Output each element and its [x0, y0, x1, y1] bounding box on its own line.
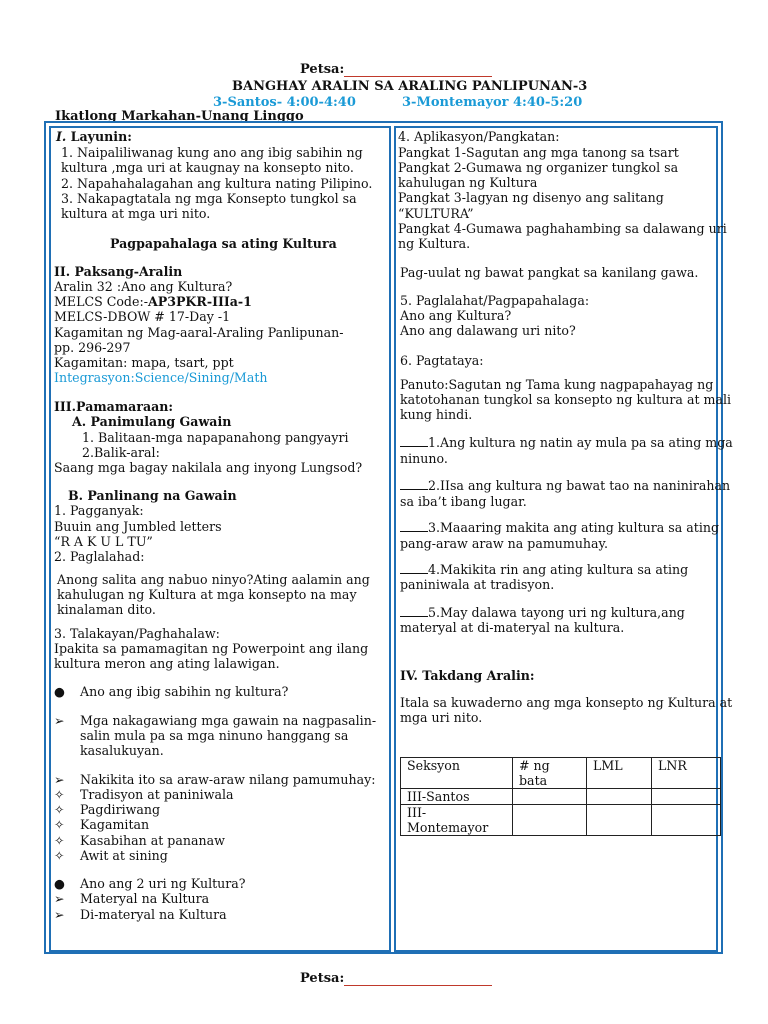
layunin-heading — [56, 129, 132, 144]
kagamitan: Kagamitan: mapa, tsart, ppt — [54, 355, 234, 370]
panimulang-gawain: A. Panimulang Gawain — [72, 414, 232, 429]
diamond-bullet-icon: ✧ — [54, 787, 65, 802]
q-dalawang-uri: Ano ang dalawang uri nito? — [400, 323, 576, 338]
layunin-roman: I. — [56, 129, 67, 144]
document-title: BANGHAY ARALIN SA ARALING PANLIPUNAN-3 — [232, 79, 588, 94]
jumbled-letters: “R A K U L TU” — [54, 534, 153, 549]
paglalahad: 2. Paglalahad: — [54, 549, 145, 564]
pamamaraan-title: III.Pamamaraan: — [54, 399, 174, 414]
cell-empty[interactable] — [652, 805, 721, 836]
objective-1a: 1. Naipaliliwanag kung ano ang ibig sabihin ng — [61, 145, 363, 160]
bullet-dot-icon: ● — [54, 876, 65, 891]
takdang-aralin: IV. Takdang Aralin: — [400, 668, 535, 683]
itala-a: Itala sa kuwaderno ang mga konsepto ng Kultura at — [400, 695, 733, 710]
anong-a: Anong salita ang nabuo ninyo?Ating aalamin ang — [57, 572, 370, 587]
detail-2: ✧ Pagdiriwang — [54, 802, 161, 817]
panuto-b: katotohanan tungkol sa konsepto ng kultura at mali — [400, 392, 732, 407]
diamond-bullet-icon: ✧ — [54, 848, 65, 863]
panlinang-gawain: B. Panlinang na Gawain — [68, 488, 237, 503]
buuin: Buuin ang Jumbled letters — [54, 519, 222, 534]
integrasyon: Integrasyon:Science/Sining/Math — [54, 370, 268, 385]
item-5a: 5.May dalawa tayong uri ng kultura,ang — [400, 605, 685, 620]
balik-aral: 2.Balik-aral: — [82, 445, 160, 460]
item-2a: 2.IIsa ang kultura ng bawat tao na naninirahan — [400, 478, 730, 493]
attendance-table — [400, 757, 721, 836]
melcs-code-value: AP3PKR-IIIa-1 — [147, 294, 252, 309]
item-3b: pang-araw araw na pamumuhay. — [400, 536, 608, 551]
pangkat-1: Pangkat 1-Sagutan ang mga tanong sa tsart — [398, 145, 679, 160]
answer-blank[interactable] — [400, 435, 428, 447]
uri-2: ➢ Di-materyal na Kultura — [54, 907, 227, 922]
mga-c: kasalukuyan. — [80, 743, 164, 758]
header-seksyon: Seksyon — [401, 758, 513, 789]
pangkat-4a: Pangkat 4-Gumawa paghahambing sa dalawang uri — [398, 221, 727, 236]
quarter-week: Ikatlong Markahan-Unang Linggo — [55, 109, 304, 124]
arrow-bullet-icon: ➢ — [54, 772, 65, 787]
item-1a: 1.Ang kultura ng natin ay mula pa sa ating mga — [400, 435, 733, 450]
pages: pp. 296-297 — [54, 340, 131, 355]
question-1: ● Ano ang ibig sabihin ng kultura? — [54, 684, 289, 699]
diamond-bullet-icon: ✧ — [54, 833, 65, 848]
cell-empty[interactable] — [587, 805, 652, 836]
item-5b: materyal at di-materyal na kultura. — [400, 620, 625, 635]
table-row — [401, 789, 721, 805]
pangkat-2b: kahulugan ng Kultura — [398, 175, 538, 190]
pangkat-3a: Pangkat 3-lagyan ng disenyo ang salitang — [398, 190, 664, 205]
cell-santos: III-Santos — [401, 789, 513, 805]
cell-empty[interactable] — [587, 789, 652, 805]
answer-blank[interactable] — [400, 478, 428, 490]
paglalahat: 5. Paglalahat/Pagpapahalaga: — [400, 293, 590, 308]
header-petsa — [300, 62, 492, 77]
objective-2: 2. Napahahalagahan ang kultura nating Pilipino. — [61, 176, 373, 191]
petsa-label: Petsa: — [300, 971, 345, 986]
bullet-dot-icon: ● — [54, 684, 65, 699]
footer-petsa — [300, 971, 492, 986]
objective-3b: kultura at mga uri nito. — [61, 206, 211, 221]
petsa-blank[interactable] — [344, 64, 492, 77]
diamond-bullet-icon: ✧ — [54, 817, 65, 832]
item-2b: sa iba’t ibang lugar. — [400, 494, 527, 509]
melcs-code-label: MELCS Code:- — [54, 294, 148, 309]
schedule-santos: 3-Santos- 4:00-4:40 — [213, 95, 356, 110]
anong-b: kahulugan ng Kultura at mga konsepto na may — [57, 587, 357, 602]
table-header-row — [401, 758, 721, 789]
itala-b: mga uri nito. — [400, 710, 483, 725]
pangkat-2a: Pangkat 2-Gumawa ng organizer tungkol sa — [398, 160, 679, 175]
paksang-title: II. Paksang-Aralin — [54, 264, 183, 279]
schedule-montemayor: 3-Montemayor 4:40-5:20 — [402, 95, 583, 110]
petsa-label: Petsa: — [300, 62, 345, 77]
ipakita-a: Ipakita sa pamamagitan ng Powerpoint ang ilang — [54, 641, 369, 656]
item-1b: ninuno. — [400, 451, 448, 466]
kagamitan-aaral: Kagamitan ng Mag-aaral-Araling Panlipunan- — [54, 325, 344, 340]
melcs-dbow: MELCS-DBOW # 17-Day -1 — [54, 309, 231, 324]
answer-blank[interactable] — [400, 520, 428, 532]
cell-empty[interactable] — [513, 805, 587, 836]
cell-montemayor: III- Montemayor — [401, 805, 513, 836]
pangkat-3b: “KULTURA” — [398, 206, 474, 221]
aplikasyon: 4. Aplikasyon/Pangkatan: — [398, 129, 560, 144]
q-ano-kultura: Ano ang Kultura? — [400, 308, 512, 323]
mga-a: ➢ Mga nakagawiang mga gawain na nagpasalin- — [54, 713, 377, 728]
saang-tanong: Saang mga bagay nakilala ang inyong Lungsod? — [54, 460, 363, 475]
objective-3a: 3. Nakapagtatala ng mga Konsepto tungkol sa — [61, 191, 357, 206]
arrow-bullet-icon: ➢ — [54, 713, 65, 728]
cell-empty[interactable] — [652, 789, 721, 805]
cell-empty[interactable] — [513, 789, 587, 805]
panuto-c: kung hindi. — [400, 407, 473, 422]
uri-1: ➢ Materyal na Kultura — [54, 891, 210, 906]
header-ng-bata: # ng bata — [513, 758, 587, 789]
answer-blank[interactable] — [400, 605, 428, 617]
header-lnr: LNR — [652, 758, 721, 789]
pag-uulat: Pag-uulat ng bawat pangkat sa kanilang gawa. — [400, 265, 699, 280]
ipakita-b: kultura meron ang ating lalawigan. — [54, 656, 280, 671]
arrow-bullet-icon: ➢ — [54, 907, 65, 922]
layunin-title: Layunin: — [66, 129, 132, 144]
diamond-bullet-icon: ✧ — [54, 802, 65, 817]
value-title: Pagpapahalaga sa ating Kultura — [110, 236, 337, 251]
petsa-blank[interactable] — [344, 973, 492, 986]
nakikita: ➢ Nakikita ito sa araw-araw nilang pamumuhay: — [54, 772, 376, 787]
mga-b: salin mula pa sa mga ninuno hanggang sa — [80, 728, 349, 743]
question-2: ● Ano ang 2 uri ng Kultura? — [54, 876, 246, 891]
objective-1b: kultura ,mga uri at kaugnay na konsepto nito. — [61, 160, 354, 175]
item-4a: 4.Makikita rin ang ating kultura sa ating — [400, 562, 688, 577]
header-lml: LML — [587, 758, 652, 789]
pagtataya: 6. Pagtataya: — [400, 353, 484, 368]
anong-c: kinalaman dito. — [57, 602, 156, 617]
pagganyak: 1. Pagganyak: — [54, 503, 144, 518]
arrow-bullet-icon: ➢ — [54, 891, 65, 906]
item-3a: 3.Maaaring makita ang ating kultura sa ating — [400, 520, 719, 535]
melcs-code — [54, 294, 252, 309]
answer-blank[interactable] — [400, 562, 428, 574]
detail-3: ✧ Kagamitan — [54, 817, 150, 832]
talakayan: 3. Talakayan/Paghahalaw: — [54, 626, 220, 641]
aralin: Aralin 32 :Ano ang Kultura? — [54, 279, 233, 294]
detail-1: ✧ Tradisyon at paniniwala — [54, 787, 234, 802]
detail-4: ✧ Kasabihan at pananaw — [54, 833, 225, 848]
item-4b: paniniwala at tradisyon. — [400, 577, 555, 592]
balitaan: 1. Balitaan-mga napapanahong pangyayri — [82, 430, 349, 445]
detail-5: ✧ Awit at sining — [54, 848, 168, 863]
panuto-a: Panuto:Sagutan ng Tama kung nagpapahayag ng — [400, 377, 714, 392]
table-row — [401, 805, 721, 836]
pangkat-4b: ng Kultura. — [398, 236, 471, 251]
